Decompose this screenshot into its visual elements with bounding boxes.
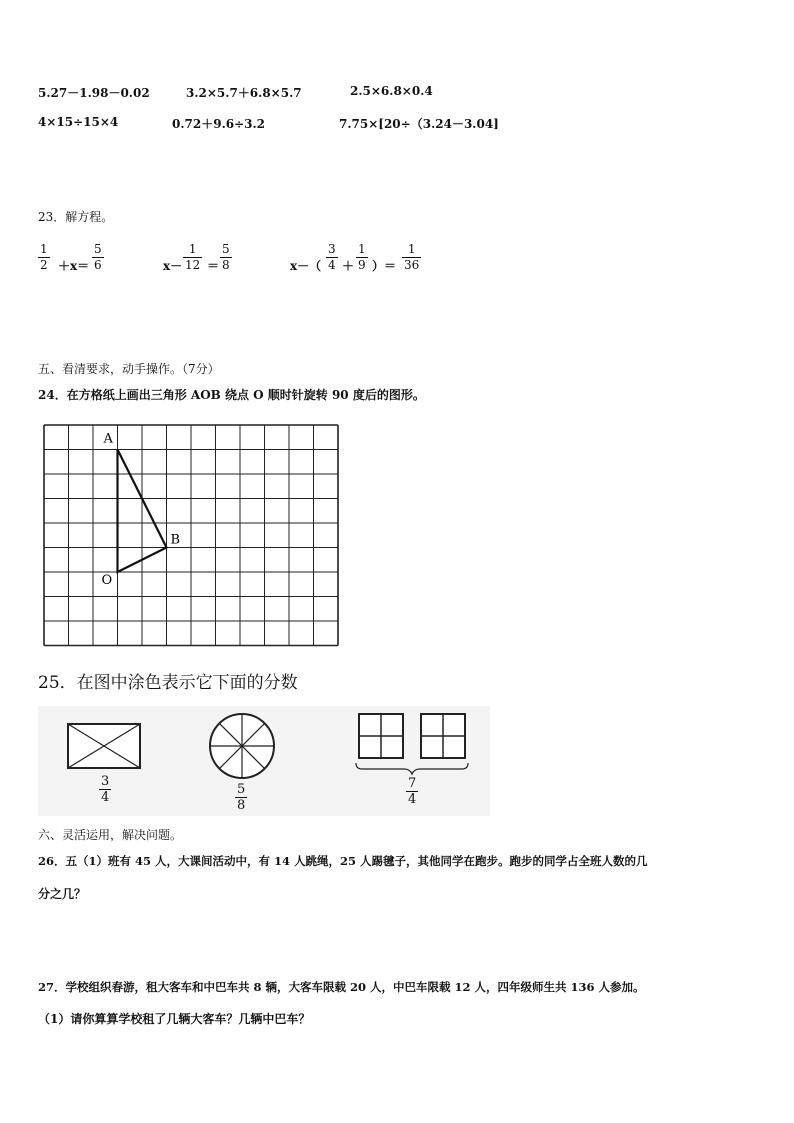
- fraction: $\frac{5}{6}$: [94, 242, 102, 272]
- equation-text: ＝: [207, 259, 220, 273]
- q23-title: 23．解方程。: [38, 210, 114, 224]
- section-5-heading: 五、看清要求，动手操作。（7分）: [38, 362, 220, 376]
- calc-expr-6: 7.75×[20÷（3.24－3.04]: [339, 117, 499, 131]
- equation-text: ＋x＝: [58, 259, 90, 273]
- calc-expr-1: 5.27－1.98－0.02: [38, 86, 150, 100]
- point-label-a: A: [103, 431, 113, 447]
- fraction: $\frac{1}{12}$: [185, 242, 201, 272]
- q25-figure-panel: [38, 706, 490, 816]
- calc-expr-4: 4×15÷15×4: [38, 115, 119, 129]
- equation-text: x－: [163, 259, 183, 273]
- q27-line-1: 27．学校组织春游，租大客车和中巴车共 8 辆，大客车限载 20 人，中巴车限载 12 人，四年级师生共 136 人参加。: [38, 980, 645, 994]
- fraction: $\frac{1}{36}$: [404, 242, 420, 272]
- q26-line-2: 分之几？: [38, 887, 87, 901]
- equation-text: ）＝: [372, 259, 397, 273]
- fraction-3-4: $\frac{3}{4}$: [101, 774, 110, 805]
- q24-title: 24．在方格纸上画出三角形 AOB 绕点 O 顺时针旋转 90 度后的图形。: [38, 388, 425, 402]
- equation-text: x－（: [290, 259, 322, 273]
- q24-grid-figure: [40, 422, 340, 648]
- equation-text: ＋: [342, 259, 355, 273]
- circle-shape: [210, 714, 274, 778]
- point-label-b: B: [170, 532, 181, 548]
- fraction-7-4: $\frac{7}{4}$: [408, 776, 417, 807]
- q26-line-1: 26．五（1）班有 45 人，大课间活动中，有 14 人跳绳，25 人踢毽子，其他同学在跑步。跑步的同学占全班人数的几: [38, 854, 648, 868]
- fraction-5-8: $\frac{5}{8}$: [237, 782, 246, 813]
- fraction: $\frac{1}{9}$: [358, 242, 366, 272]
- fraction: $\frac{1}{2}$: [40, 242, 48, 272]
- squares-shape: [359, 714, 465, 758]
- calc-expr-3: 2.5×6.8×0.4: [350, 84, 433, 98]
- calc-expr-5: 0.72＋9.6÷3.2: [172, 117, 266, 131]
- q25-title: 25．在图中涂色表示它下面的分数: [38, 673, 298, 693]
- calc-expr-2: 3.2×5.7＋6.8×5.7: [186, 86, 302, 100]
- q27-sub-1: （1）请你算算学校租了几辆大客车？几辆中巴车？: [38, 1012, 311, 1026]
- point-label-o: O: [101, 573, 113, 588]
- section-6-heading: 六、灵活运用，解决问题。: [38, 828, 183, 842]
- fraction: $\frac{3}{4}$: [328, 242, 336, 272]
- fraction: $\frac{5}{8}$: [222, 242, 230, 272]
- brace: [356, 763, 468, 774]
- rectangle-shape: [68, 724, 140, 768]
